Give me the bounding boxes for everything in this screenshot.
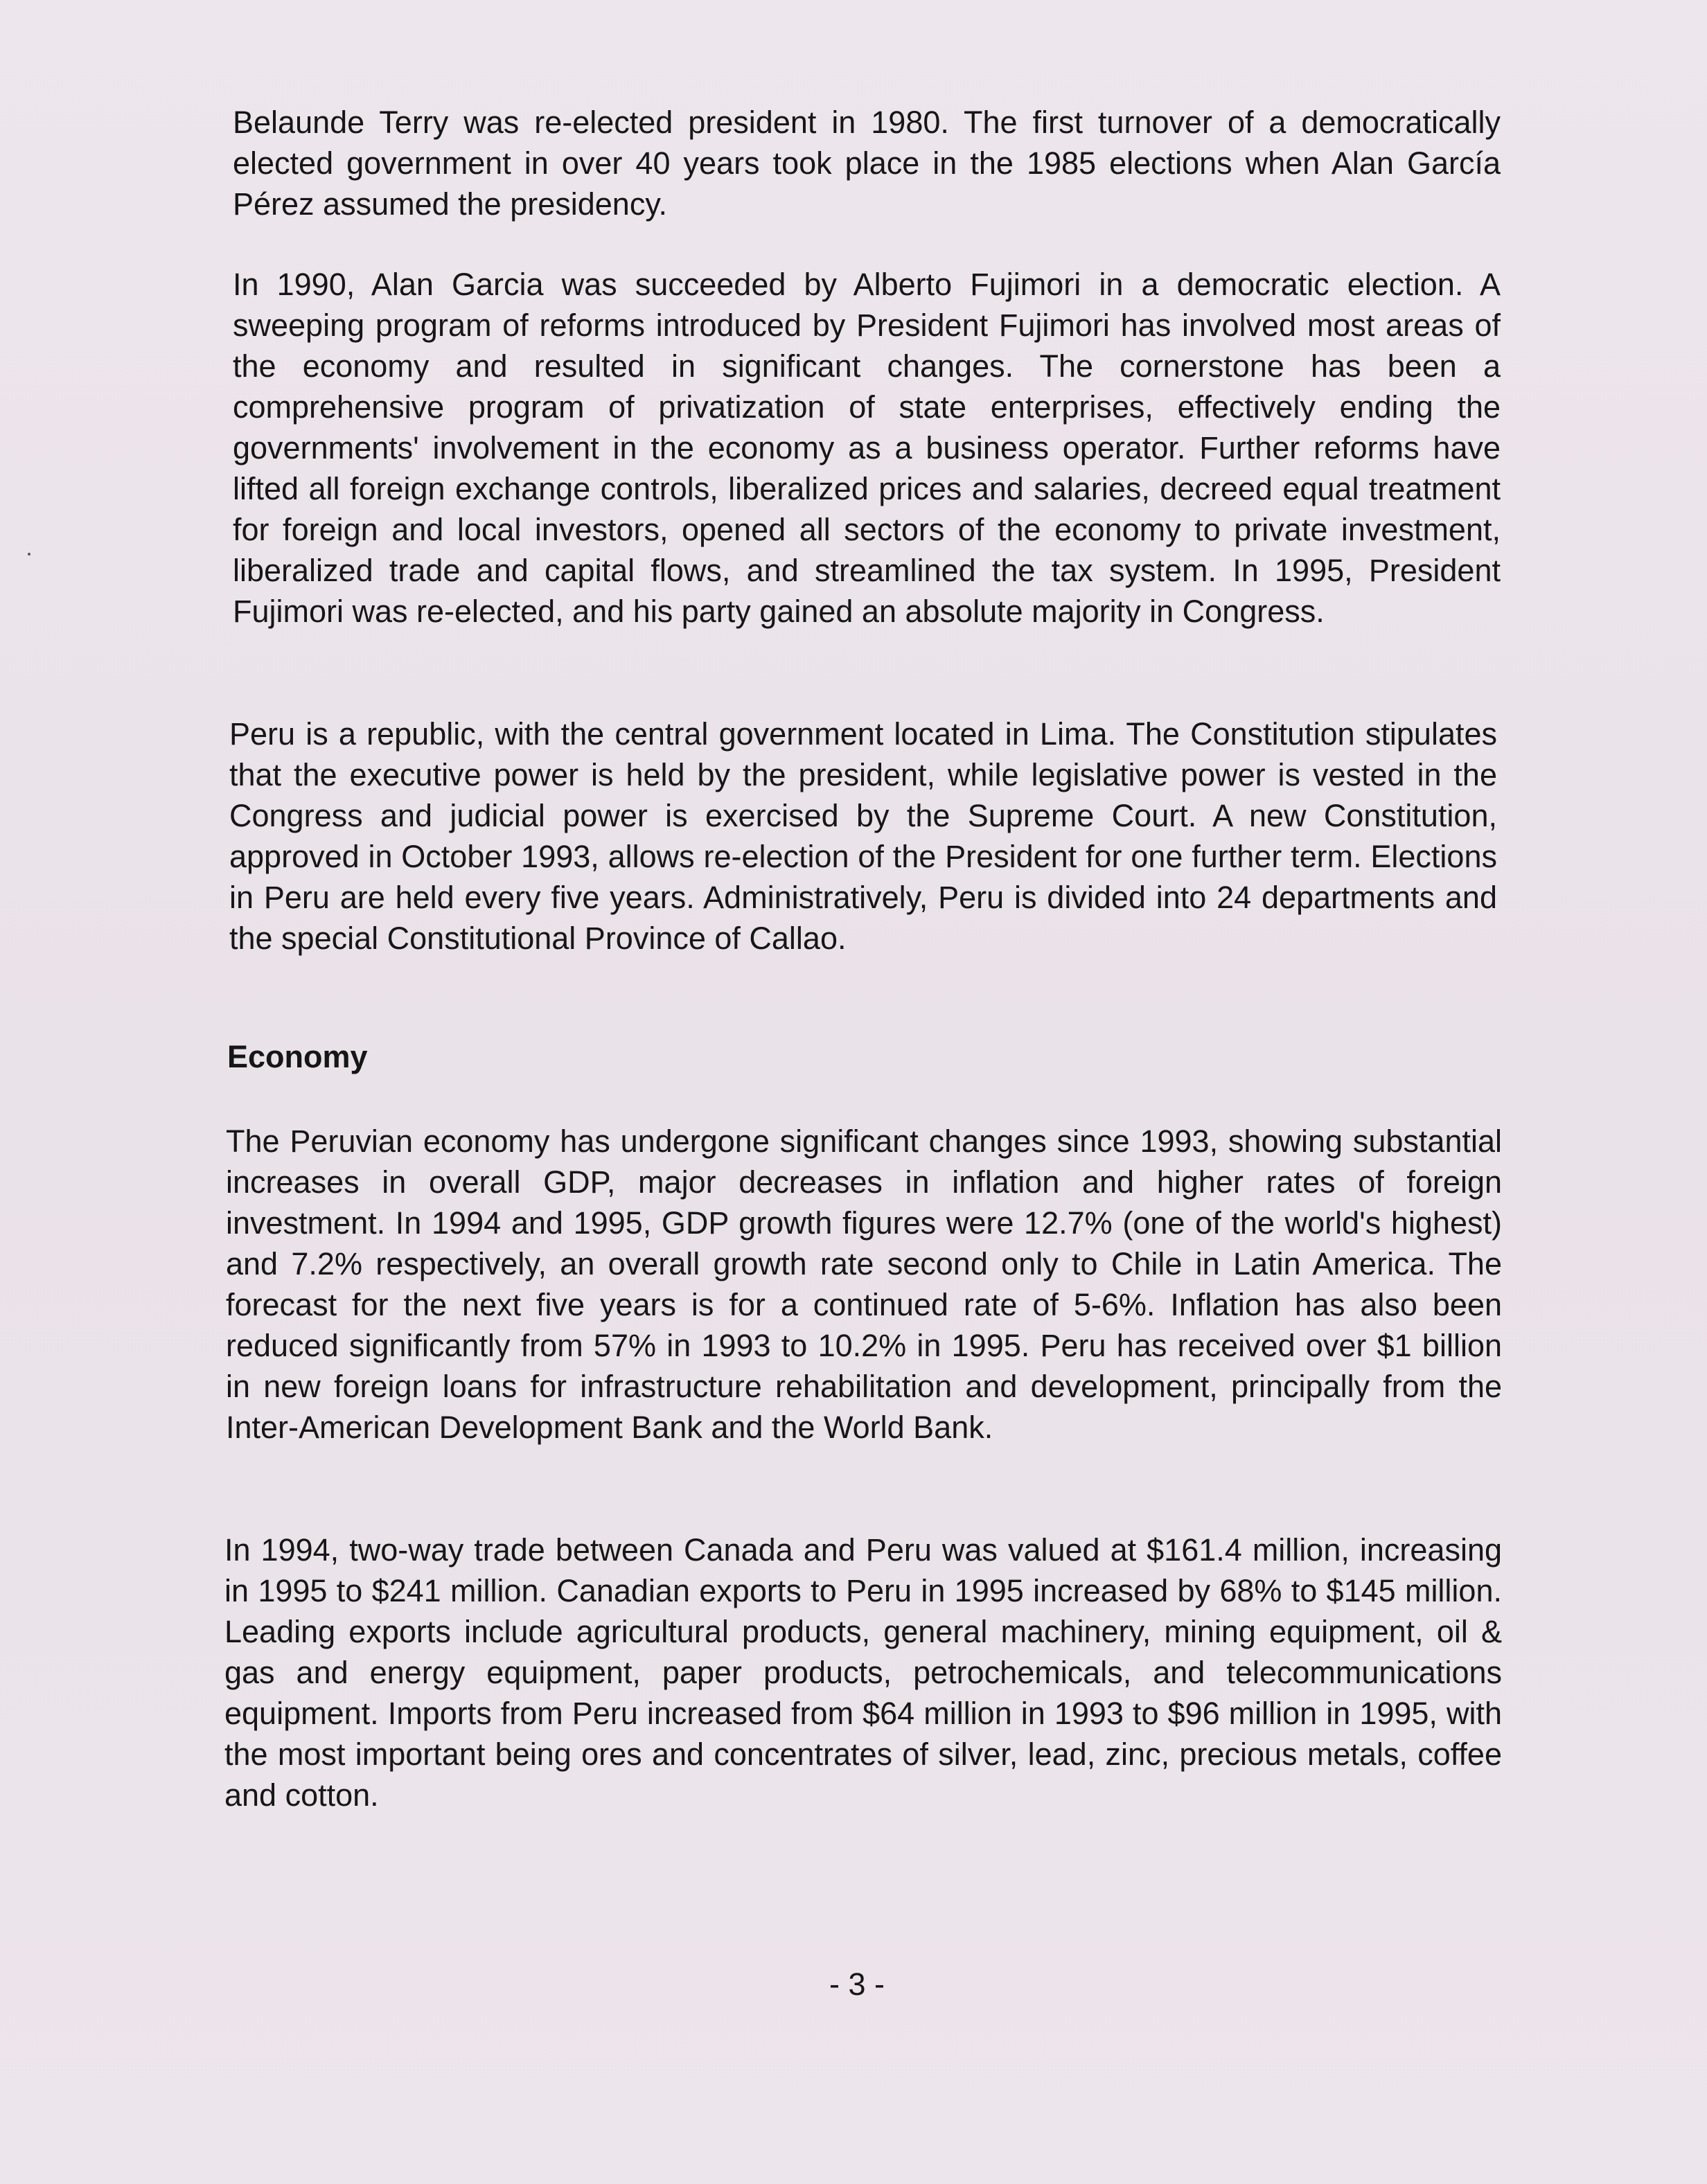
paragraph-government-structure: Peru is a republic, with the central government located in Lima. The Constitution stipulates that the executive power is held by the president, while legislative power is vested in the Congress and judicial power is exercised by the Supreme Court. A new Constitution, approved in October 1993, allows re-election of the President for one further term. Elections in Peru are held every five years. Administratively, Peru is divided into 24 departments and the special Constitutional Province of Callao. — [229, 716, 1497, 956]
scan-speck — [28, 553, 30, 556]
page-number: - 3 - — [829, 1967, 885, 2002]
paragraph-canada-peru-trade: In 1994, two-way trade between Canada and Peru was valued at $161.4 million, increasing in 1995 to $241 million. Canadian exports to Peru in 1995 increased by 68% to $145 million. Leading exports include agricultural products, general machinery, mining equipment, oil & gas and energy equipment, paper products, petrochemicals, and telecommunications equipment. Imports from Peru increased from $64 million in 1993 to $96 million in 1995, with the most important being ores and concentrates of silver, lead, zinc, precious metals, coffee and cotton. — [224, 1532, 1502, 1813]
paragraph-fujimori-reforms: In 1990, Alan Garcia was succeeded by Alberto Fujimori in a democratic election. A sweeping program of reforms introduced by President Fujimori has involved most areas of the economy and resulted in significant changes. The cornerstone has been a comprehensive program of privatization of state enterprises, effectively ending the governments' involvement in the economy as a business operator. Further reforms have lifted all foreign exchange controls, liberalized prices and salaries, decreed equal treatment for foreign and local investors, opened all sectors of the economy to private investment, liberalized trade and capital flows, and streamlined the tax system. In 1995, President Fujimori was re-elected, and his party gained an absolute majority in Congress. — [233, 267, 1501, 629]
paragraph-economy-overview: The Peruvian economy has undergone significant changes since 1993, showing substantial increases in overall GDP, major decreases in inflation and higher rates of foreign investment. In 1994 and 1995, GDP growth figures were 12.7% (one of the world's highest) and 7.2% respectively, an overall growth rate second only to Chile in Latin America. The forecast for the next five years is for a continued rate of 5-6%. Inflation has also been reduced significantly from 57% in 1993 to 10.2% in 1995. Peru has received over $1 billion in new foreign loans for infrastructure rehabilitation and development, principally from the Inter-American Development Bank and the World Bank. — [226, 1124, 1502, 1445]
economy-heading: Economy — [227, 1039, 368, 1074]
paragraph-election-history: Belaunde Terry was re-elected president in 1980. The first turnover of a democratically elected government in over 40 years took place in the 1985 elections when Alan García Pérez assumed the presidency. — [233, 105, 1501, 222]
